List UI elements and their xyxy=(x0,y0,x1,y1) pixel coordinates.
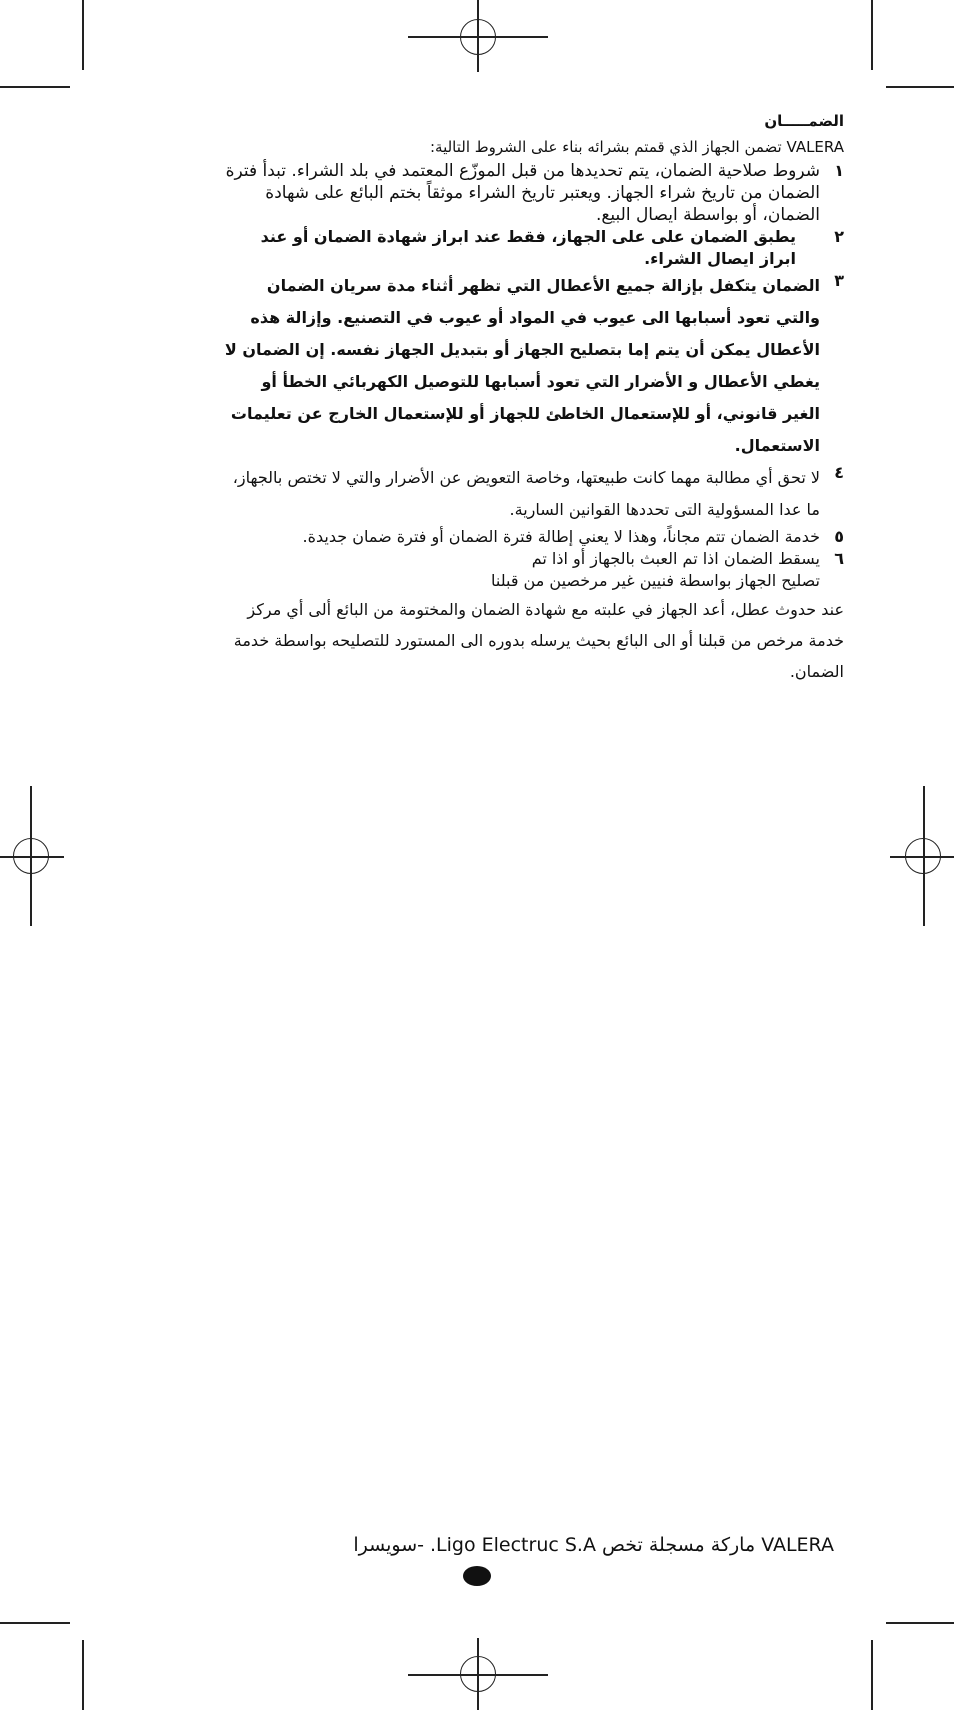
registration-mark-top xyxy=(460,19,496,55)
crop-mark-bottom-right-h xyxy=(886,1622,954,1624)
warranty-heading: الضمـــــان xyxy=(764,112,844,130)
warranty-section xyxy=(224,112,844,687)
warranty-item-4 xyxy=(224,462,844,526)
warranty-intro: VALERA تضمن الجهاز الذي قمتم بشرائه بناء على الشروط التالية: xyxy=(429,138,844,156)
item-text: يطبق الضمان على على الجهاز، فقط عند ابراز شهادة الضمان أو عند ابراز ايصال الشراء. xyxy=(260,227,796,268)
item-text: يسقط الضمان اذا تم العبث بالجهاز أو اذا تم تصليح الجهاز بواسطة فنيين غير مرخصين من قبلنا xyxy=(490,549,820,590)
warranty-item-6 xyxy=(224,548,844,592)
crop-mark-top-right xyxy=(871,0,873,70)
item-number: ٦ xyxy=(834,549,844,568)
crop-mark-top-left xyxy=(82,0,84,70)
registration-mark-bottom xyxy=(460,1656,496,1692)
crop-mark-bottom-left xyxy=(82,1640,84,1710)
warranty-closing: عند حدوث عطل، أعد الجهاز في علبته مع شهادة الضمان والمختومة من البائع ألى أي مركز خدمة مرخص من قبلنا أو الى البائع بحيث يرسله بدوره الى المستورد للتصليحه بواسطة خدمة الضمان. xyxy=(233,600,844,681)
trademark-footer: VALERA ماركة مسجلة تخص Ligo Electruc S.A. -سويسرا xyxy=(353,1534,834,1556)
item-number: ١ xyxy=(834,161,844,180)
item-text: خدمة الضمان تتم مجاناً، وهذا لا يعني إطالة فترة الضمان أو فترة ضمان جديدة. xyxy=(302,527,820,546)
registration-mark-left xyxy=(13,838,49,874)
item-number: ٤ xyxy=(834,463,844,482)
item-text: شروط صلاحية الضمان، يتم تحديدها من قبل الموزّع المعتمد في بلد الشراء. تبدأ فترة الضمان من تاريخ شراء الجهاز. ويعتبر تاريخ الشراء موثقاً بختم البائع على شهادة الضمان، أو بواسطة ايصال البيع. xyxy=(225,161,820,225)
crop-mark-bottom-left-h xyxy=(0,1622,70,1624)
crop-mark-top-right-h xyxy=(886,86,954,88)
warranty-item-5 xyxy=(224,526,844,548)
crop-mark-top-left-h xyxy=(0,86,70,88)
warranty-item-1 xyxy=(224,160,844,226)
registration-mark-right xyxy=(905,838,941,874)
item-number: ٥ xyxy=(834,527,844,546)
item-text: الضمان يتكفل بإزالة جميع الأعطال التي تظهر أثناء مدة سريان الضمان والتي تعود أسبابها الى عيوب في المواد أو عيوب في التصنيع. وإزالة هذه الأعطال يمكن أن يتم إما بتصليح الجهاز أو بتبديل الجهاز نفسه. إن الضمان لا يغطي الأعطال و الأضرار التي تعود أسبابها للتوصيل الكهربائي الخطأ أو الغير قانوني، أو للإستعمال الخاطئ للجهاز أو للإستعمال الخارج عن تعليمات الاستعمال. xyxy=(224,276,820,455)
warranty-item-2 xyxy=(224,226,844,270)
warranty-item-3 xyxy=(224,270,844,462)
item-number: ٣ xyxy=(834,271,844,290)
item-text: لا تحق أي مطالبة مهما كانت طبيعتها، وخاصة التعويض عن الأضرار والتي لا تختص بالجهاز، ما عدا المسؤولية التى تحددها القوانين السارية. xyxy=(232,468,820,519)
page-marker-dot xyxy=(463,1566,491,1586)
item-number: ٢ xyxy=(834,227,844,246)
crop-mark-bottom-right xyxy=(871,1640,873,1710)
